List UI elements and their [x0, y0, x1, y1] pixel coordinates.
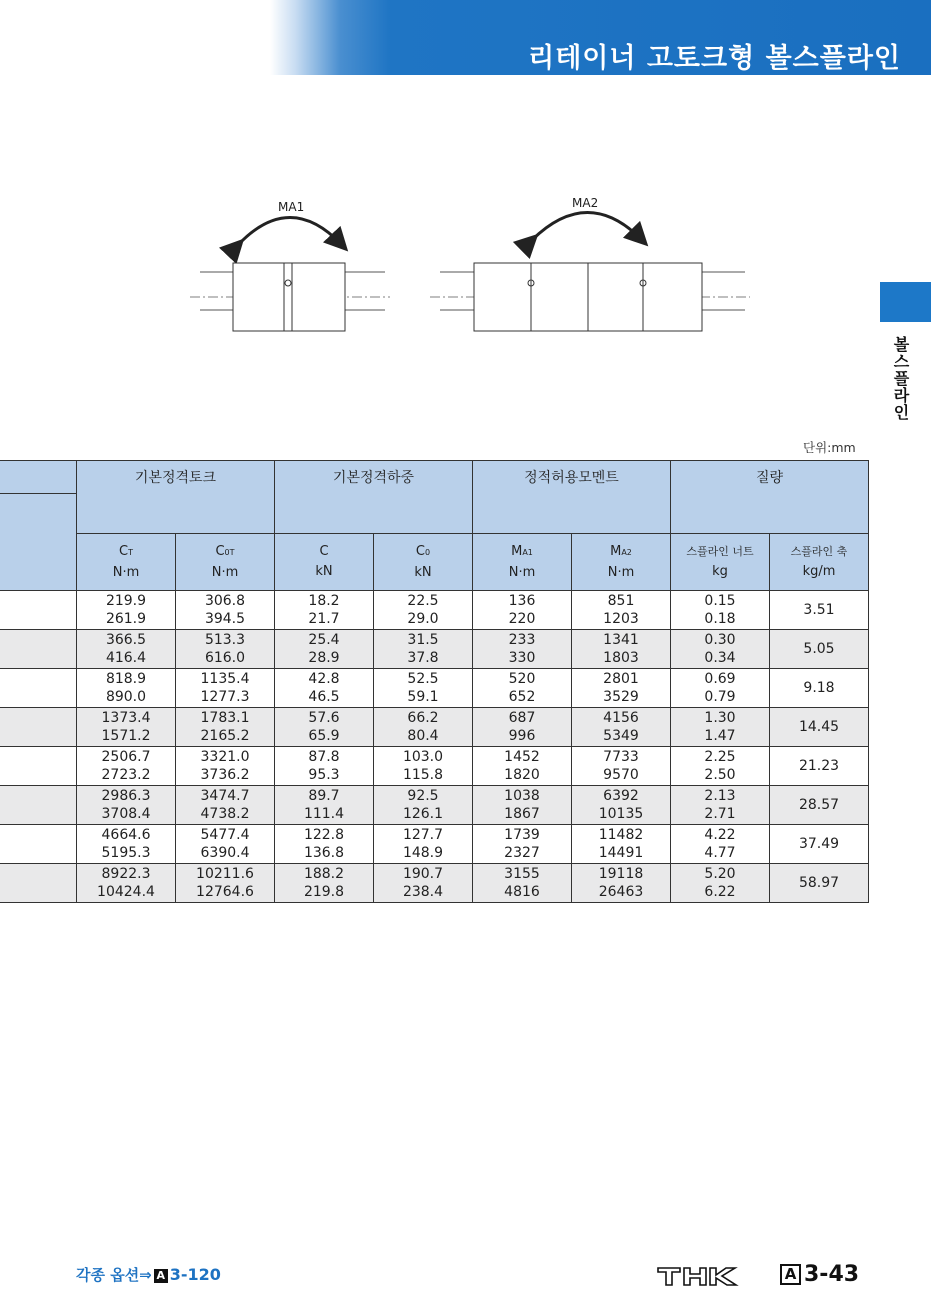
double-nut-diagram — [430, 196, 750, 331]
cell-c0 — [374, 708, 473, 747]
cell-ma1 — [473, 825, 572, 864]
cell-ma1 — [473, 708, 572, 747]
cell-value: 136.8 — [303, 845, 345, 861]
cell-ma2 — [572, 708, 671, 747]
group-rated-torque: 기본정격토크 — [77, 461, 275, 534]
column-subscript: 0 — [424, 547, 431, 557]
cell-shaft: 21.23 — [770, 747, 869, 786]
cell-c0 — [374, 747, 473, 786]
cell-c — [275, 630, 374, 669]
column-header — [473, 534, 572, 591]
table-row — [0, 786, 869, 825]
cell-value: 9570 — [603, 767, 639, 783]
cell-value: 3474.7 — [200, 788, 250, 804]
cell-value: 219.8 — [303, 884, 345, 900]
cell-c0t — [176, 747, 275, 786]
model-cell — [0, 708, 77, 747]
cell-shaft: 5.05 — [770, 630, 869, 669]
cell-value: 4738.2 — [200, 806, 250, 822]
cell-value: 8922.3 — [101, 866, 151, 882]
cell-value: 57.6 — [308, 710, 340, 726]
cell-value: 10135 — [598, 806, 644, 822]
cell-ma1 — [473, 669, 572, 708]
page-title: 리테이너 고토크형 볼스플라인 — [528, 43, 901, 74]
column-unit: kN — [414, 564, 432, 580]
thk-logo — [656, 1265, 740, 1287]
model-cell — [0, 825, 77, 864]
cell-value: 0.15 — [704, 593, 736, 609]
cell-value: 5.20 — [704, 866, 736, 882]
cell-value: 111.4 — [303, 806, 345, 822]
cell-value: 306.8 — [204, 593, 246, 609]
options-page-ref: 3-120 — [169, 1265, 221, 1284]
column-header — [374, 534, 473, 591]
cell-c — [275, 864, 374, 903]
cell-value: 42.8 — [308, 671, 340, 687]
cell-c0 — [374, 591, 473, 630]
cell-ct — [77, 591, 176, 630]
cell-value: 1373.4 — [101, 710, 151, 726]
cell-value: 2.71 — [704, 806, 736, 822]
column-header — [176, 534, 275, 591]
cell-c0t — [176, 708, 275, 747]
cell-value: 2327 — [504, 845, 540, 861]
column-header — [671, 534, 770, 591]
cell-value: 3155 — [504, 866, 540, 882]
cell-ct — [77, 825, 176, 864]
cell-nut — [671, 669, 770, 708]
table-row — [0, 864, 869, 903]
cell-value: 87.8 — [308, 749, 340, 765]
cell-ma1 — [473, 630, 572, 669]
page-number — [780, 1262, 859, 1287]
cell-nut — [671, 825, 770, 864]
cell-value: 5477.4 — [200, 827, 250, 843]
options-reference[interactable] — [76, 1264, 221, 1285]
column-symbol: 스플라인 축 — [790, 545, 848, 558]
section-label: 볼스플라인 — [891, 336, 910, 421]
cell-value: 0.18 — [704, 611, 736, 627]
cell-nut — [671, 630, 770, 669]
ma2-label: MA2 — [572, 196, 599, 210]
column-header — [275, 534, 374, 591]
cell-value: 5195.3 — [101, 845, 151, 861]
section-tab — [880, 282, 931, 322]
cell-value: 996 — [508, 728, 536, 744]
cell-value: 1867 — [504, 806, 540, 822]
options-section-box: A — [154, 1269, 168, 1283]
cell-value: 2801 — [603, 671, 639, 687]
single-nut-diagram — [190, 200, 390, 331]
cell-value: 330 — [508, 650, 536, 666]
cell-ct — [77, 669, 176, 708]
cell-value: 520 — [508, 671, 536, 687]
spline-nut-2 — [588, 263, 702, 331]
cell-c — [275, 825, 374, 864]
cell-value: 4.77 — [704, 845, 736, 861]
cell-value: 127.7 — [402, 827, 444, 843]
page-section-box: A — [780, 1264, 801, 1285]
cell-value: 1.30 — [704, 710, 736, 726]
cell-value: 6392 — [603, 788, 639, 804]
table-row — [0, 747, 869, 786]
cell-value: 66.2 — [407, 710, 439, 726]
column-unit: N·m — [112, 564, 140, 580]
spec-table — [0, 460, 869, 903]
cell-ma2 — [572, 630, 671, 669]
cell-value: 0.34 — [704, 650, 736, 666]
cell-ma1 — [473, 786, 572, 825]
cell-value: 5349 — [603, 728, 639, 744]
cell-nut — [671, 786, 770, 825]
column-header — [572, 534, 671, 591]
cell-value: 46.5 — [308, 689, 340, 705]
ma1-label: MA1 — [278, 200, 305, 214]
cell-value: 6390.4 — [200, 845, 250, 861]
cell-value: 3321.0 — [200, 749, 250, 765]
cell-value: 3736.2 — [200, 767, 250, 783]
column-header — [770, 534, 869, 591]
cell-value: 65.9 — [308, 728, 340, 744]
cell-value: 28.9 — [308, 650, 340, 666]
cell-value: 3529 — [603, 689, 639, 705]
cell-shaft: 3.51 — [770, 591, 869, 630]
cell-value: 37.8 — [407, 650, 439, 666]
cell-value: 103.0 — [402, 749, 444, 765]
cell-value: 80.4 — [407, 728, 439, 744]
cell-c0 — [374, 864, 473, 903]
unit-note: 단위:mm — [803, 440, 856, 455]
cell-value: 416.4 — [105, 650, 147, 666]
cell-c0 — [374, 786, 473, 825]
cell-shaft: 9.18 — [770, 669, 869, 708]
cell-ma1 — [473, 591, 572, 630]
group-mass: 질량 — [671, 461, 869, 534]
cell-value: 1.47 — [704, 728, 736, 744]
model-cell — [0, 747, 77, 786]
cell-ma2 — [572, 669, 671, 708]
cell-shaft: 14.45 — [770, 708, 869, 747]
cell-value: 616.0 — [204, 650, 246, 666]
cell-value: 95.3 — [308, 767, 340, 783]
cell-value: 7733 — [603, 749, 639, 765]
column-unit: N·m — [607, 564, 635, 580]
cell-value: 513.3 — [204, 632, 246, 648]
column-unit: kg/m — [802, 564, 836, 579]
options-text: 각종 옵션⇒ — [76, 1266, 152, 1284]
column-symbol: C — [119, 543, 129, 559]
cell-c0 — [374, 825, 473, 864]
table-row — [0, 630, 869, 669]
table-row — [0, 708, 869, 747]
cell-value: 2.13 — [704, 788, 736, 804]
header-blank — [0, 461, 77, 494]
cell-value: 4156 — [603, 710, 639, 726]
cell-shaft: 28.57 — [770, 786, 869, 825]
cell-value: 2165.2 — [200, 728, 250, 744]
cell-c — [275, 747, 374, 786]
cell-nut — [671, 708, 770, 747]
cell-value: 1739 — [504, 827, 540, 843]
cell-value: 3708.4 — [101, 806, 151, 822]
cell-c0t — [176, 825, 275, 864]
cell-value: 0.69 — [704, 671, 736, 687]
cell-nut — [671, 591, 770, 630]
cell-c — [275, 786, 374, 825]
cell-value: 0.79 — [704, 689, 736, 705]
cell-ma2 — [572, 786, 671, 825]
cell-ct — [77, 864, 176, 903]
group-static-moment: 정적허용모멘트 — [473, 461, 671, 534]
cell-value: 18.2 — [308, 593, 340, 609]
cell-c — [275, 591, 374, 630]
cell-ct — [77, 747, 176, 786]
cell-value: 1038 — [504, 788, 540, 804]
cell-value: 136 — [508, 593, 536, 609]
cell-value: 1820 — [504, 767, 540, 783]
cell-c0t — [176, 864, 275, 903]
cell-shaft: 58.97 — [770, 864, 869, 903]
cell-value: 4664.6 — [101, 827, 151, 843]
cell-value: 14491 — [598, 845, 644, 861]
column-symbol: C — [415, 543, 425, 559]
model-cell — [0, 669, 77, 708]
cell-value: 122.8 — [303, 827, 345, 843]
cell-value: 29.0 — [407, 611, 439, 627]
cell-value: 2.25 — [704, 749, 736, 765]
cell-value: 1571.2 — [101, 728, 151, 744]
cell-shaft: 37.49 — [770, 825, 869, 864]
cell-value: 2.50 — [704, 767, 736, 783]
header-blank-2 — [0, 494, 77, 591]
cell-c0 — [374, 630, 473, 669]
cell-c0 — [374, 669, 473, 708]
cell-value: 1341 — [603, 632, 639, 648]
cell-value: 6.22 — [704, 884, 736, 900]
cell-value: 190.7 — [402, 866, 444, 882]
column-unit: N·m — [508, 564, 536, 580]
column-subscript: A1 — [522, 547, 533, 557]
cell-value: 0.30 — [704, 632, 736, 648]
cell-value: 148.9 — [402, 845, 444, 861]
cell-value: 851 — [607, 593, 635, 609]
cell-value: 220 — [508, 611, 536, 627]
column-unit: kg — [712, 564, 728, 579]
cell-ma2 — [572, 591, 671, 630]
cell-value: 2723.2 — [101, 767, 151, 783]
cell-ct — [77, 708, 176, 747]
cell-value: 2506.7 — [101, 749, 151, 765]
cell-value: 188.2 — [303, 866, 345, 882]
cell-value: 12764.6 — [196, 884, 254, 900]
cell-value: 394.5 — [204, 611, 246, 627]
cell-nut — [671, 864, 770, 903]
column-unit: kN — [315, 564, 333, 579]
cell-value: 1452 — [504, 749, 540, 765]
ma2-arrow — [532, 213, 642, 241]
column-symbol: 스플라인 너트 — [686, 545, 754, 558]
moment-diagram — [180, 190, 760, 340]
cell-value: 115.8 — [402, 767, 444, 783]
cell-value: 22.5 — [407, 593, 439, 609]
cell-ma2 — [572, 825, 671, 864]
spline-nut — [233, 263, 345, 331]
cell-value: 21.7 — [308, 611, 340, 627]
cell-value: 52.5 — [407, 671, 439, 687]
cell-c0t — [176, 669, 275, 708]
cell-ct — [77, 630, 176, 669]
cell-value: 26463 — [598, 884, 644, 900]
cell-c — [275, 708, 374, 747]
cell-value: 10211.6 — [196, 866, 254, 882]
table-row — [0, 669, 869, 708]
column-symbol: M — [610, 543, 622, 559]
cell-value: 366.5 — [105, 632, 147, 648]
ma1-arrow — [238, 218, 342, 246]
cell-value: 890.0 — [105, 689, 147, 705]
column-subscript: 0T — [224, 547, 235, 557]
cell-c0t — [176, 786, 275, 825]
cell-value: 2986.3 — [101, 788, 151, 804]
model-cell — [0, 864, 77, 903]
cell-value: 1277.3 — [200, 689, 250, 705]
header-band — [270, 0, 931, 75]
cell-value: 89.7 — [308, 788, 340, 804]
cell-value: 818.9 — [105, 671, 147, 687]
cell-value: 652 — [508, 689, 536, 705]
cell-value: 59.1 — [407, 689, 439, 705]
model-cell — [0, 591, 77, 630]
cell-c0t — [176, 591, 275, 630]
cell-value: 1203 — [603, 611, 639, 627]
cell-ma1 — [473, 864, 572, 903]
cell-ma1 — [473, 747, 572, 786]
cell-value: 4816 — [504, 884, 540, 900]
cell-value: 1803 — [603, 650, 639, 666]
cell-nut — [671, 747, 770, 786]
cell-value: 92.5 — [407, 788, 439, 804]
cell-value: 219.9 — [105, 593, 147, 609]
cell-value: 238.4 — [402, 884, 444, 900]
cell-value: 1783.1 — [200, 710, 250, 726]
cell-value: 31.5 — [407, 632, 439, 648]
cell-c — [275, 669, 374, 708]
column-symbol: M — [511, 543, 523, 559]
cell-value: 10424.4 — [97, 884, 155, 900]
column-symbol: C — [215, 543, 225, 559]
table-row — [0, 825, 869, 864]
column-subscript: T — [128, 547, 133, 557]
cell-value: 11482 — [598, 827, 644, 843]
group-rated-load: 기본정격하중 — [275, 461, 473, 534]
cell-ma2 — [572, 747, 671, 786]
column-header — [77, 534, 176, 591]
cell-ma2 — [572, 864, 671, 903]
model-cell — [0, 786, 77, 825]
table-row — [0, 591, 869, 630]
cell-ct — [77, 786, 176, 825]
cell-value: 25.4 — [308, 632, 340, 648]
model-cell — [0, 630, 77, 669]
column-unit: N·m — [211, 564, 239, 580]
cell-value: 19118 — [598, 866, 644, 882]
cell-value: 233 — [508, 632, 536, 648]
cell-value: 261.9 — [105, 611, 147, 627]
cell-value: 687 — [508, 710, 536, 726]
cell-value: 4.22 — [704, 827, 736, 843]
page-number-text: 3-43 — [804, 1262, 860, 1287]
column-symbol: C — [319, 544, 329, 559]
cell-value: 1135.4 — [200, 671, 250, 687]
cell-value: 126.1 — [402, 806, 444, 822]
column-subscript: A2 — [621, 547, 632, 557]
cell-c0t — [176, 630, 275, 669]
